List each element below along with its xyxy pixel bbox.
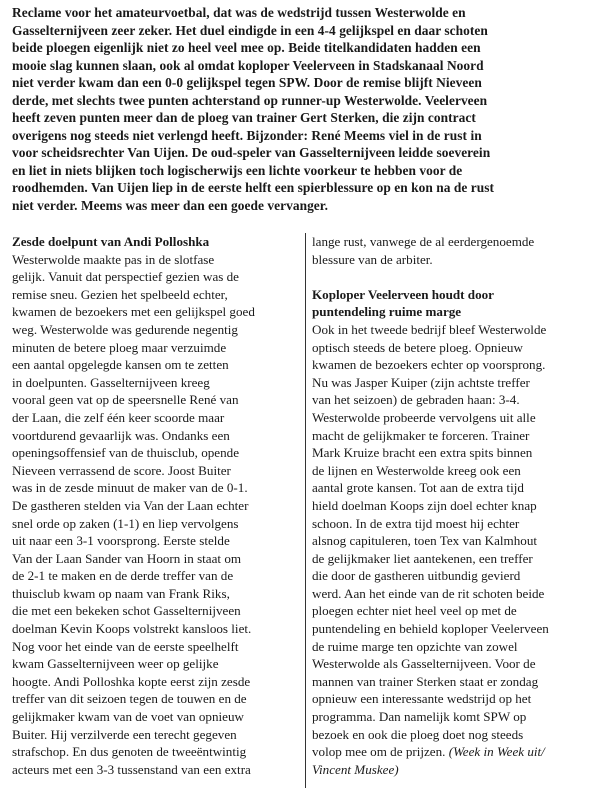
body-line: Van der Laan Sander van Hoorn in staat om [12, 550, 242, 566]
right-column-body [312, 321, 597, 743]
body-line: vooral geen vat op de speersnelle René van [12, 392, 239, 408]
body-line: Westerwolde als Gasselternijveen. Voor de [312, 656, 536, 672]
body-line: kwam Gasselternijveen weer op gelijke [12, 656, 219, 672]
body-line: remise sneu. Gezien het spelbeeld echter, [12, 286, 228, 302]
body-line: bezoek en ook die ploeg doet nog steeds [312, 726, 524, 742]
body-line: programma. Dan namelijk komt SPW op [312, 709, 527, 725]
closing-text: volop mee om de prijzen. [312, 744, 449, 760]
intro-line: niet verder kwam dan een 0-0 gelijkspel tegen SPW. Door de remise blijft Nieveen [12, 75, 482, 91]
body-line: gelijk. Vanuit dat perspectief gezien was de [12, 269, 239, 285]
body-line: blessure van de arbiter. [312, 251, 433, 267]
body-line: hoogte. Andi Polloshka kopte eerst zijn zesde [12, 673, 251, 689]
body-line: de lijnen en Westerwolde kreeg ook een [312, 462, 521, 478]
column-divider [305, 233, 306, 788]
body-line: die door de gastheren uitbundig gevierd [312, 568, 521, 584]
author-credit-name: Vincent Muskee) [312, 761, 399, 777]
closing-line [312, 743, 597, 761]
paragraph-gap [312, 268, 597, 286]
intro-line: heeft zeven punten meer dan de ploeg van trainer Gert Sterken, die zijn contract [12, 110, 476, 126]
intro-line: overigens nog steeds niet verlengd heeft. Bijzonder: René Meems viel in de rust in [12, 127, 482, 143]
intro-line: Gasselternijveen zeer zeker. Het duel eindigde in een 4-4 gelijkspel en daar schoten [12, 22, 488, 38]
body-line: kwamen de bezoekers echter op voorsprong. [312, 357, 546, 373]
intro-line: voor scheidsrechter Van Uijen. De oud-speler van Gasselternijveen leidde soeverein [12, 145, 491, 161]
right-column-lead [312, 233, 597, 268]
body-line: Westerwolde probeerde vervolgens uit alle [312, 409, 536, 425]
body-line: optisch steeds de betere ploeg. Opnieuw [312, 339, 523, 355]
body-line: De gastheren stelden via Van der Laan echter [12, 497, 249, 513]
body-line: treffer van dit seizoen tegen de touwen en de [12, 691, 247, 707]
section-heading-koploper [312, 286, 597, 321]
article-columns [12, 233, 594, 788]
body-line: minuten de betere ploeg maar verzuimde [12, 339, 227, 355]
heading-line: Koploper Veelerveen houdt door [312, 286, 494, 302]
body-line: doelman Kevin Koops volstrekt kansloos liet. [12, 621, 252, 637]
body-line: Buiter. Hij verzilverde een terecht gegeven [12, 726, 237, 742]
intro-line: derde, met slechts twee punten achterstand op runner-up Westerwolde. Veelerveen [12, 92, 488, 108]
body-line: Mark Kruize bracht een extra spits binnen [312, 445, 533, 461]
body-line: gelijkmaker kwam van de voet van opnieuw [12, 709, 244, 725]
body-line: in doelpunten. Gasselternijveen kreeg [12, 374, 210, 390]
body-line: snel orde op zaken (1-1) en liep vervolgens [12, 515, 239, 531]
author-credit: (Week in Week uit/ [448, 744, 545, 760]
body-line: de gelijkmaker liet aantekenen, een treffer [312, 550, 533, 566]
body-line: een aantal opgelegde kansen om te zetten [12, 357, 229, 373]
body-line: was in de zesde minuut de maker van de 0-1. [12, 480, 248, 496]
body-line: voortdurend gevaarlijk was. Ondanks een [12, 427, 230, 443]
body-line: Westerwolde maakte pas in de slotfase [12, 251, 215, 267]
body-line: Nu was Jasper Kuiper (zijn achtste treffer [312, 374, 530, 390]
body-line: thuisclub kwam op naam van Frank Riks, [12, 585, 230, 601]
intro-line: mooie slag kunnen slaan, ook al omdat koploper Veelerveen in Stadskanaal Noord [12, 57, 484, 73]
body-line: weg. Westerwolde was gedurende negentig [12, 321, 238, 337]
left-column-body [12, 251, 297, 779]
body-line: de 2-1 te maken en de derde treffer van de [12, 568, 234, 584]
body-line: acteurs met een 3-3 tussenstand van een extra [12, 761, 251, 777]
body-line: werd. Aan het einde van de rit schoten beide [312, 585, 545, 601]
body-line: hield doelman Koops zijn doel echter knap [312, 497, 537, 513]
body-line: die met een bekeken schot Gasselternijveen [12, 603, 241, 619]
body-line: Nog voor het einde van de eerste speelhelft [12, 638, 239, 654]
intro-line: Reclame voor het amateurvoetbal, dat was de wedstrijd tussen Westerwolde en [12, 5, 466, 20]
body-line: alsnog capituleren, toen Tex van Kalmhout [312, 533, 538, 549]
right-column [312, 233, 597, 778]
body-line: openingsoffensief van de thuisclub, opende [12, 445, 240, 461]
body-line: macht de gelijkmaker te forceren. Trainer [312, 427, 530, 443]
section-heading-andi-polloshka: Zesde doelpunt van Andi Polloshka [12, 234, 210, 249]
body-line: lange rust, vanwege de al eerdergenoemde [312, 234, 535, 249]
body-line: der Laan, die zelf één keer scoorde maar [12, 409, 225, 425]
body-line: de ruime marge ten opzichte van zowel [312, 638, 518, 654]
body-line: opnieuw een interessante wedstrijd op het [312, 691, 532, 707]
body-line: schoon. In de extra tijd moest hij echter [312, 515, 520, 531]
intro-line: niet verder. Meems was meer dan een goede vervanger. [12, 198, 328, 214]
body-line: Nieveen verrassend de score. Joost Buiter [12, 462, 231, 478]
intro-line: roodhemden. Van Uijen liep in de eerste helft een spierblessure op en kon na de rust [12, 180, 495, 196]
body-line: mannen van trainer Sterken staat er zondag [312, 673, 539, 689]
body-line: strafschop. En dus genoten de tweeëntwintig [12, 744, 247, 760]
left-column [12, 233, 297, 778]
body-line: puntendeling en behield koploper Veelerveen [312, 621, 549, 637]
intro-line: en liet in niets blijken toch logischerwijs een lichte voorkeur te hebben voor de [12, 162, 463, 178]
intro-paragraph [12, 4, 588, 215]
body-line: aantal grote kansen. Tot aan de extra tijd [312, 480, 524, 496]
heading-line: puntendeling ruime marge [312, 304, 462, 320]
body-line: van het seizoen) de gebraden haan: 3-4. [312, 392, 520, 408]
body-line: uit naar een 3-1 voorsprong. Eerste stelde [12, 533, 230, 549]
body-line: ploegen echter niet heel veel op met de [312, 603, 517, 619]
body-line: Ook in het tweede bedrijf bleef Westerwolde [312, 321, 547, 337]
body-line: kwamen de bezoekers met een gelijkspel goed [12, 304, 255, 320]
intro-line: beide ploegen eigenlijk niet zo heel veel mee op. Beide titelkandidaten hadden een [12, 40, 481, 56]
